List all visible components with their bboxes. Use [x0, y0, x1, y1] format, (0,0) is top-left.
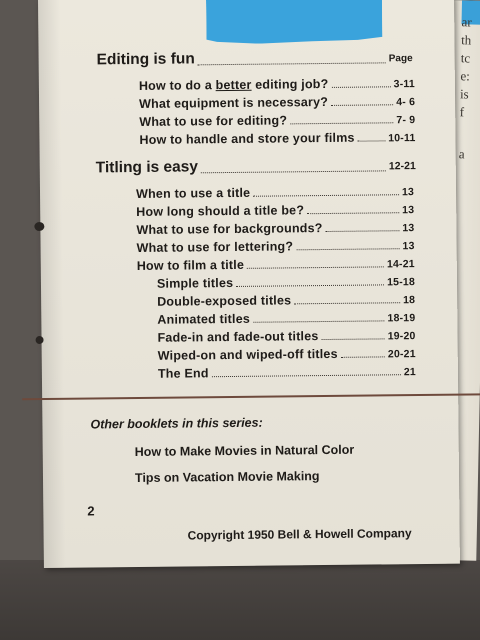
leader-dots [296, 248, 399, 250]
leader-dots [290, 122, 393, 124]
leader-dots [236, 284, 384, 287]
page-column-header: Page [388, 53, 413, 65]
facing-page-text: f [459, 104, 465, 120]
facing-page-text: a [458, 146, 465, 162]
page-divider-line [22, 393, 480, 400]
entry-text: How to do a [138, 78, 216, 93]
facing-page-text: th [461, 32, 472, 48]
booklet-title: Tips on Vacation Movie Making [134, 469, 320, 486]
entry-label: What to use for backgrounds? [136, 221, 323, 237]
toc-subentry [157, 310, 415, 327]
section-page: 12-21 [388, 160, 416, 173]
leader-dots [331, 86, 390, 88]
entry-label: What to use for editing? [139, 113, 288, 129]
blue-cover-block [206, 0, 382, 44]
entry-label: Fade-in and fade-out titles [157, 329, 319, 345]
toc-entry [137, 256, 415, 273]
binding-hole [34, 222, 44, 231]
leader-dots [201, 170, 386, 173]
entry-page: 10-11 [388, 132, 416, 145]
toc-entry [137, 238, 415, 255]
leader-dots [253, 194, 399, 197]
toc-subentry [158, 346, 416, 363]
facing-page-text: ar [461, 14, 472, 30]
entry-page: 7- 9 [396, 114, 416, 127]
facing-page-text: is [459, 86, 469, 102]
entry-page: 13 [401, 186, 415, 199]
entry-text: editing job? [251, 76, 329, 92]
toc-entry [139, 112, 415, 129]
entry-label: Double-exposed titles [157, 293, 292, 309]
toc-entry [139, 76, 415, 93]
section-title: Editing is fun [96, 50, 195, 69]
booklet-page [38, 0, 460, 568]
leader-dots [341, 356, 385, 357]
entry-page: 18-19 [387, 312, 416, 325]
leader-dots [253, 320, 385, 322]
entry-label: The End [157, 366, 209, 381]
entry-label: How long should a title be? [136, 203, 305, 219]
toc-entry [139, 130, 415, 147]
toc-entry [139, 94, 415, 111]
leader-dots [331, 104, 393, 106]
entry-label: How to handle and store your films [139, 130, 355, 147]
entry-page: 18 [403, 294, 416, 307]
facing-page-text: tc [460, 50, 471, 66]
section-heading-titling [96, 156, 416, 177]
entry-label: Animated titles [157, 311, 251, 327]
leader-dots [212, 374, 401, 377]
entry-label: What equipment is necessary? [139, 94, 329, 111]
toc-subentry [157, 274, 415, 291]
entry-page: 14-21 [386, 258, 415, 271]
leader-dots [322, 338, 385, 340]
entry-page: 13 [402, 204, 415, 217]
entry-page: 15-18 [387, 276, 416, 289]
toc-subentry [157, 292, 415, 309]
page-number: 2 [87, 503, 95, 519]
entry-label [139, 77, 329, 93]
section-heading-editing [97, 48, 413, 69]
leader-dots [358, 140, 386, 141]
booklet-title: How to Make Movies in Natural Color [134, 442, 355, 460]
entry-label: How to film a title [136, 257, 245, 273]
table-surface [0, 560, 480, 640]
entry-label: Wiped-on and wiped-off titles [157, 346, 338, 363]
toc-entry [136, 220, 414, 237]
entry-page: 4- 6 [396, 96, 416, 109]
other-booklets-heading: Other booklets in this series: [90, 415, 263, 432]
entry-page: 19-20 [387, 330, 416, 343]
toc-entry [136, 184, 414, 201]
entry-page: 3-11 [393, 78, 415, 91]
leader-dots [294, 302, 400, 304]
section-title: Titling is easy [95, 158, 199, 177]
binding-hole [36, 336, 44, 344]
entry-label: What to use for lettering? [136, 239, 294, 255]
leader-dots [307, 212, 399, 214]
page-shadow [38, 0, 66, 568]
copyright-notice: Copyright 1950 Bell & Howell Company [187, 526, 412, 543]
toc-subentry [158, 364, 416, 381]
entry-emphasis: better [215, 77, 252, 93]
leader-dots [326, 230, 400, 232]
entry-page: 13 [402, 222, 415, 235]
toc-entry [136, 202, 414, 219]
entry-page: 13 [402, 240, 415, 253]
toc-subentry [157, 328, 415, 345]
entry-page: 20-21 [387, 348, 416, 361]
facing-page-text: e: [460, 68, 470, 84]
entry-label: Simple titles [156, 275, 234, 291]
entry-label: When to use a title [135, 185, 251, 201]
leader-dots [247, 266, 384, 268]
leader-dots [198, 62, 386, 65]
entry-page: 21 [403, 366, 416, 379]
